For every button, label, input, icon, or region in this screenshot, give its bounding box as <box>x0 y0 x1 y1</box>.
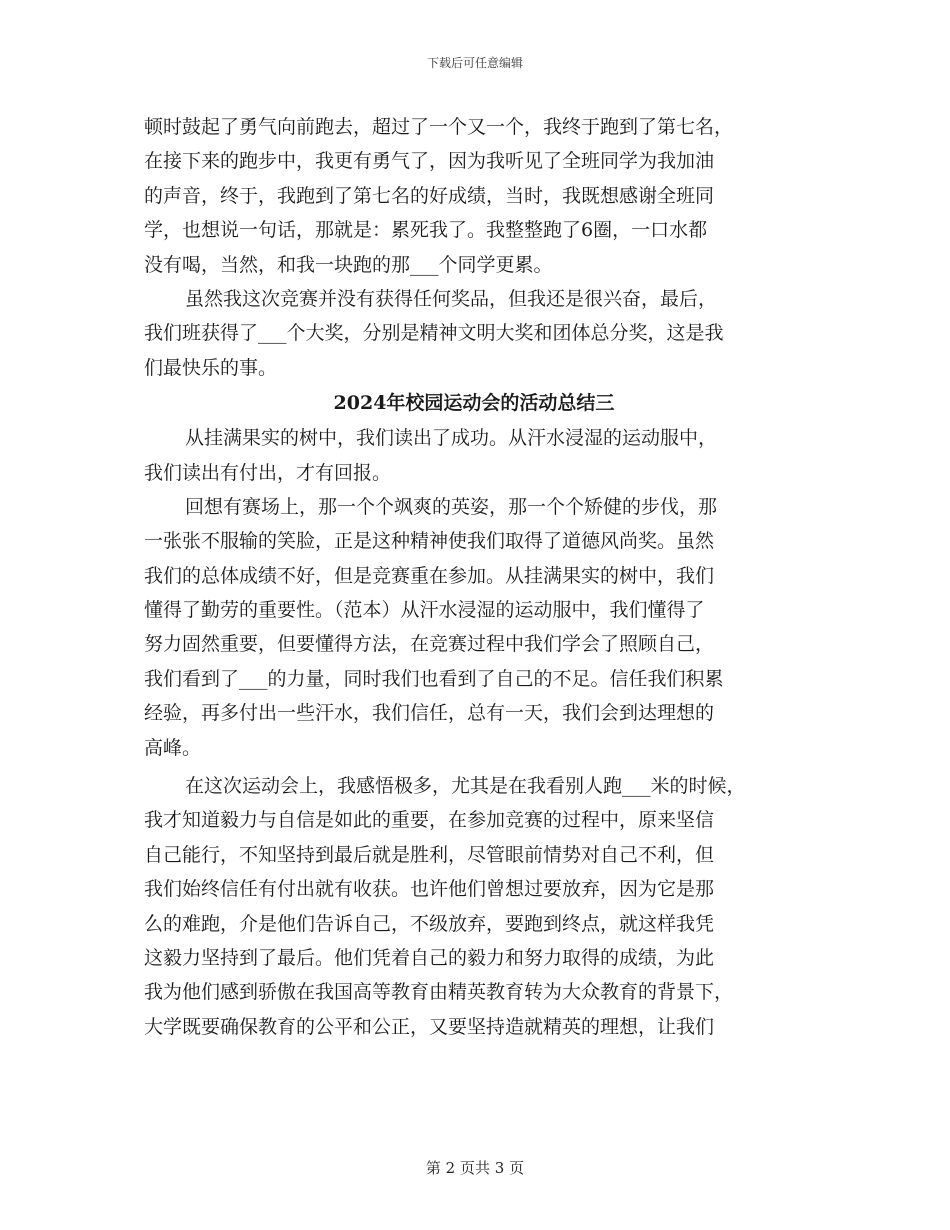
text-line: 没有喝，当然，和我一块跑的那___个同学更累。 <box>144 253 553 276</box>
text-line: 我们班获得了___个大奖，分别是精神文明大奖和团体总分奖，这是我 <box>144 322 724 345</box>
text-line: 我们读出有付出，才有回报。 <box>144 461 392 484</box>
text-line: 顿时鼓起了勇气向前跑去，超过了一个又一个，我终于跑到了第七名， <box>144 116 734 138</box>
text-line: 回想有赛场上，那一个个飒爽的英姿，那一个个矫健的步伐，那 <box>185 495 718 518</box>
text-line: 我们的总体成绩不好，但是竞赛重在参加。从挂满果实的树中，我们 <box>144 564 715 587</box>
text-line: 自己能行，不知坚持到最后就是胜利，尽管眼前情势对自己不利，但 <box>144 843 715 866</box>
text-line: 的声音，终于，我跑到了第七名的好成绩，当时，我既想感谢全班同 <box>144 184 715 207</box>
text-line: 懂得了勤劳的重要性。（范本）从汗水浸湿的运动服中，我们懂得了 <box>144 599 705 622</box>
text-line: 高峰。 <box>144 736 202 759</box>
document-body <box>144 110 804 1044</box>
text-line: 这毅力坚持到了最后。他们凭着自己的毅力和努力取得的成绩，为此 <box>144 946 715 969</box>
page-number: 第 2 页共 3 页 <box>425 1159 525 1177</box>
text-line: 我为他们感到骄傲在我国高等教育由精英教育转为大众教育的背景下， <box>144 981 734 1004</box>
text-line: 从挂满果实的树中，我们读出了成功。从汗水浸湿的运动服中， <box>185 427 718 450</box>
text-line: 在接下来的跑步中，我更有勇气了，因为我听见了全班同学为我加油 <box>144 150 715 173</box>
text-line: 经验，再多付出一些汗水，我们信任，总有一天，我们会到达理想的 <box>144 702 715 725</box>
text-line: 努力固然重要，但要懂得方法，在竞赛过程中我们学会了照顾自己， <box>144 633 715 656</box>
text-line: 我才知道毅力与自信是如此的重要，在参加竞赛的过程中，原来坚信 <box>144 809 715 832</box>
text-line: 大学既要确保教育的公平和公正，又要坚持造就精英的理想，让我们 <box>144 1015 715 1038</box>
text-line: 么的难跑，介是他们告诉自己，不级放弃，要跑到终点，就这样我凭 <box>144 912 715 935</box>
text-line: 们最快乐的事。 <box>144 356 278 379</box>
text-line: 虽然我这次竞赛并没有获得任何奖品，但我还是很兴奋，最后， <box>185 287 718 310</box>
section-title: 2024年校园运动会的活动总结三 <box>333 392 615 415</box>
text-line: 在这次运动会上，我感悟极多，尤其是在我看别人跑___米的时候， <box>185 775 746 798</box>
text-line: 一张张不服输的笑脸，正是这种精神使我们取得了道德风尚奖。虽然 <box>144 530 715 553</box>
page-header: 下载后可任意编辑 <box>426 56 523 70</box>
text-line: 学，也想说一句话，那就是：累死我了。我整整跑了6圈，一口水都 <box>144 219 708 242</box>
text-line: 我们始终信任有付出就有收获。也许他们曾想过要放弃，因为它是那 <box>144 878 715 901</box>
text-line: 我们看到了___的力量，同时我们也看到了自己的不足。信任我们积累 <box>144 667 724 690</box>
